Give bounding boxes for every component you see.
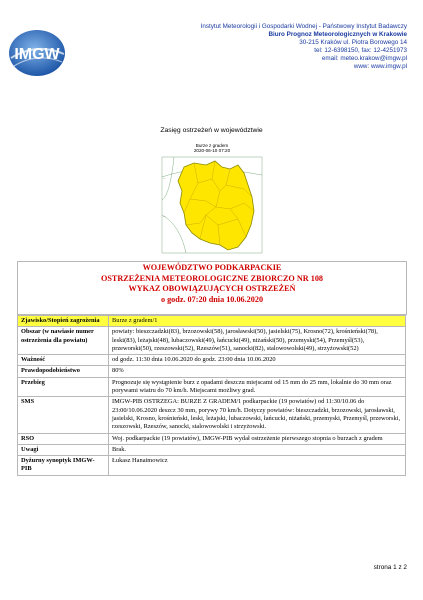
table-row [18,397,406,433]
office-phone: tel: 12-6398150, fax: 12-4251973 [314,47,407,55]
area-label: Obszar (w nawiasie numer ostrzeżenia dla powiatu) [18,327,109,355]
validity-label: Ważność [18,355,109,366]
table-row [18,316,406,327]
office-www[interactable]: www: www.imgw.pl [353,63,407,71]
forecaster-value: Łukasz Hanaimowicz [109,456,406,476]
probability-label: Prawdopodobieństwo [18,366,109,377]
table-row [18,327,406,355]
institution-header [107,23,407,72]
map-title [160,143,264,154]
sms-value: IMGW-PIB OSTRZEGA: BURZE Z GRADEM/1 podkarpackie (19 powiatów) od 11:30/10.06 do 23:00/10.06.2020 deszcz 30 mm, porywy 70 km/h. Dotyczy powiatów: bieszczadzki, brzozowski, jarosławski, jasielski, Krosno, krośnieński, leski, leżajski, lubaczowski, łańcucki, niżański, przemyski, Przemyśl, przeworski, rzeszowski, Rzeszów, sanocki, stalowowolski i strzyżowski. [109,397,406,433]
warning-heading [17,261,407,315]
table-row [18,444,406,455]
sms-label: SMS [18,397,109,433]
warning-issue-time: o godz. 07:20 dnia 10.06.2020 [160,294,264,304]
remarks-label: Uwagi [18,444,109,455]
course-label: Przebieg [18,377,109,397]
table-row [18,355,406,366]
map-graphic [160,155,264,255]
warning-map [160,143,264,255]
svg-text:—: — [163,215,166,218]
warning-list-title: WYKAZ OBOWIĄZUJĄCYCH OSTRZEŻEŃ [128,284,296,293]
area-value: powiaty: bieszczadzki(83), brzozowski(58), jarosławski(50), jasielski(75), Krosno(72), krośnieński(78), leski(83), leżajski(48), lubaczowski(49), łańcucki(49), niżański(50), przemyski(54), Przemyśl(53), przeworski(50), rzeszowski(52), Rzeszów(51), sanocki(82), stalowowolski(49), strzyżowski(52) [109,327,406,355]
probability-value: 80% [109,366,406,377]
map-phenomenon: Burze z gradem [195,143,229,148]
institution-name: Instytut Meteorologii i Gospodarki Wodnej - Państwowy Instytut Badawczy [200,23,407,30]
svg-text:—: — [163,177,166,180]
logo-text: IMGW [14,46,60,63]
page-number: strona 1 z 2 [373,564,407,571]
map-caption: Zasięg ostrzeżeń w województwie [160,127,263,134]
rso-value: Woj. podkarpackie (19 powiatów), IMGW-PIB wydał ostrzeżenie pierwszego stopnia o burzach z gradem [109,433,406,444]
phenomenon-label: Zjawisko/Stopień zagrożenia [18,316,109,327]
table-row [18,366,406,377]
rso-label: RSO [18,433,109,444]
voivodeship-name: WOJEWÓDZTWO PODKARPACKIE [142,263,282,272]
table-row [18,456,406,476]
imgw-logo [6,28,68,78]
table-row [18,377,406,397]
map-date: 2020-06-10 07:20 [193,148,231,154]
table-row [18,433,406,444]
validity-value: od godz. 11:30 dnia 10.06.2020 do godz. 23:00 dnia 10.06.2020 [109,355,406,366]
forecaster-label: Dyżurny synoptyk IMGW-PIB [18,456,109,476]
office-email[interactable]: email: meteo.krakow@imgw.pl [321,55,407,63]
office-address: 30-215 Kraków ul. Piotra Borowego 14 [299,39,407,47]
course-value: Prognozuje się wystąpienie burz z opadami deszczu miejscami od 15 mm do 25 mm, lokalnie do 30 mm oraz porywami wiatru do 70 km/h. Miejscami możliwy grad. [109,377,406,397]
office-name: Biuro Prognoz Meteorologicznych w Krakowie [268,31,407,39]
warning-details-table [17,315,406,476]
phenomenon-value: Burze z gradem/1 [109,316,406,327]
warning-number: OSTRZEŻENIA METEOROLOGICZNE ZBIORCZO NR 108 [100,273,324,283]
remarks-value: Brak. [109,444,406,455]
